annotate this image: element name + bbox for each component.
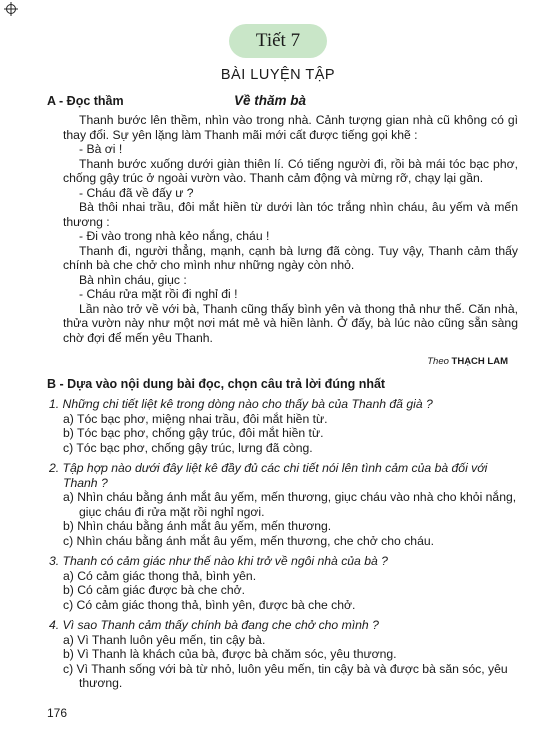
answer-option: a) Tóc bạc phơ, miệng nhai trầu, đôi mắt hiền từ. — [63, 411, 328, 426]
answer-option: b) Vì Thanh là khách của bà, được bà chăm sóc, yêu thương. — [63, 647, 397, 661]
passage-paragraph: Thanh bước lên thềm, nhìn vào trong nhà. Cảnh tượng gian nhà cũ không có gì thay đổi. Sự yên lặng làm Thanh mãi mới cất được tiếng gọi khẽ : — [63, 113, 518, 142]
question-block — [49, 397, 519, 455]
question-block — [49, 554, 519, 612]
question-block — [49, 461, 519, 548]
section-a-label: A - Đọc thầm — [47, 94, 124, 108]
answer-option: b) Nhìn cháu bằng ánh mắt âu yếm, mến thương. — [63, 519, 332, 533]
question-list — [49, 397, 519, 697]
answer-option: c) Vì Thanh sống với bà từ nhỏ, luôn yêu mến, tin cậy bà và được bà săn sóc, yêu thương. — [63, 661, 508, 690]
answer-option: a) Nhìn cháu bằng ánh mắt âu yếm, mến thương, giục cháu vào nhà cho khỏi nắng, giục cháu đi rửa mặt rồi nghỉ ngơi. — [63, 490, 517, 519]
question-block — [49, 618, 519, 691]
dialogue-line: - Cháu rửa mặt rồi đi nghỉ đi ! — [79, 287, 238, 301]
exercise-subtitle: BÀI LUYỆN TẬP — [220, 67, 336, 83]
section-b-label: B - Dựa vào nội dung bài đọc, chọn câu trả lời đúng nhất — [47, 377, 386, 391]
lesson-title-badge — [229, 24, 327, 58]
dialogue-line: - Cháu đã về đấy ư ? — [79, 185, 194, 200]
source-author: THẠCH LAM — [451, 356, 508, 367]
passage-paragraph: Bà nhìn cháu, giục : — [79, 272, 187, 287]
lesson-title: Tiết 7 — [255, 30, 301, 51]
answer-option: b) Tóc bạc phơ, chống gậy trúc, đôi mắt hiền từ. — [63, 426, 324, 440]
answer-option: c) Có cảm giác thong thả, bình yên, được bà che chở. — [63, 597, 356, 612]
answer-option: a) Vì Thanh luôn yêu mến, tin cậy bà. — [63, 632, 266, 647]
question-text: 3. Thanh có cảm giác như thế nào khi trở về ngôi nhà của bà ? — [49, 554, 388, 568]
question-text: 1. Những chi tiết liệt kê trong dòng nào cho thấy bà của Thanh đã già ? — [49, 397, 433, 411]
question-text: 2. Tập hợp nào dưới đây liệt kê đầy đủ các chi tiết nói lên tình cảm của bà đối với Thanh ? — [49, 461, 488, 490]
reading-passage — [63, 113, 518, 345]
registration-mark-icon — [4, 2, 18, 16]
passage-paragraph: Bà thôi nhai trầu, đôi mắt hiền từ dưới làn tóc trắng nhìn cháu, âu yếm và mến thương : — [63, 200, 518, 229]
dialogue-line: - Đi vào trong nhà kẻo nắng, cháu ! — [79, 229, 270, 243]
answer-option: c) Nhìn cháu bằng ánh mắt âu yếm, mến thương, che chở cho cháu. — [63, 533, 435, 548]
passage-paragraph: Thanh đi, người thẳng, mạnh, cạnh bà lưng đã còng. Tuy vậy, Thanh cảm thấy chính bà che chở cho mình như những ngày còn nhỏ. — [63, 243, 518, 272]
source-prefix: Theo — [427, 356, 449, 367]
answer-option: c) Tóc bạc phơ, chống gậy trúc, lưng đã còng. — [63, 440, 313, 455]
passage-paragraph: Thanh bước xuống dưới giàn thiên lí. Có tiếng người đi, rồi bà mái tóc bạc phơ, chống gậy trúc ở ngoài vườn vào. Thanh cảm động và mừng rỡ, chạy lại gần. — [63, 156, 518, 185]
dialogue-line: - Bà ơi ! — [79, 142, 123, 156]
story-title: Về thăm bà — [234, 93, 307, 108]
answer-option: a) Có cảm giác thong thả, bình yên. — [63, 568, 257, 583]
answer-option: b) Có cảm giác được bà che chở. — [63, 583, 245, 597]
page-number: 176 — [47, 706, 68, 720]
question-text: 4. Vì sao Thanh cảm thấy chính bà đang che chở cho mình ? — [49, 618, 379, 632]
source-attribution — [427, 356, 508, 367]
passage-paragraph: Lần nào trở về với bà, Thanh cũng thấy bình yên và thong thả như thế. Căn nhà, thửa vườn này như một nơi mát mẻ và hiền lành. Ở đấy, bà lúc nào cũng sẵn sàng chờ đợi để mến yêu Thanh. — [63, 301, 518, 345]
